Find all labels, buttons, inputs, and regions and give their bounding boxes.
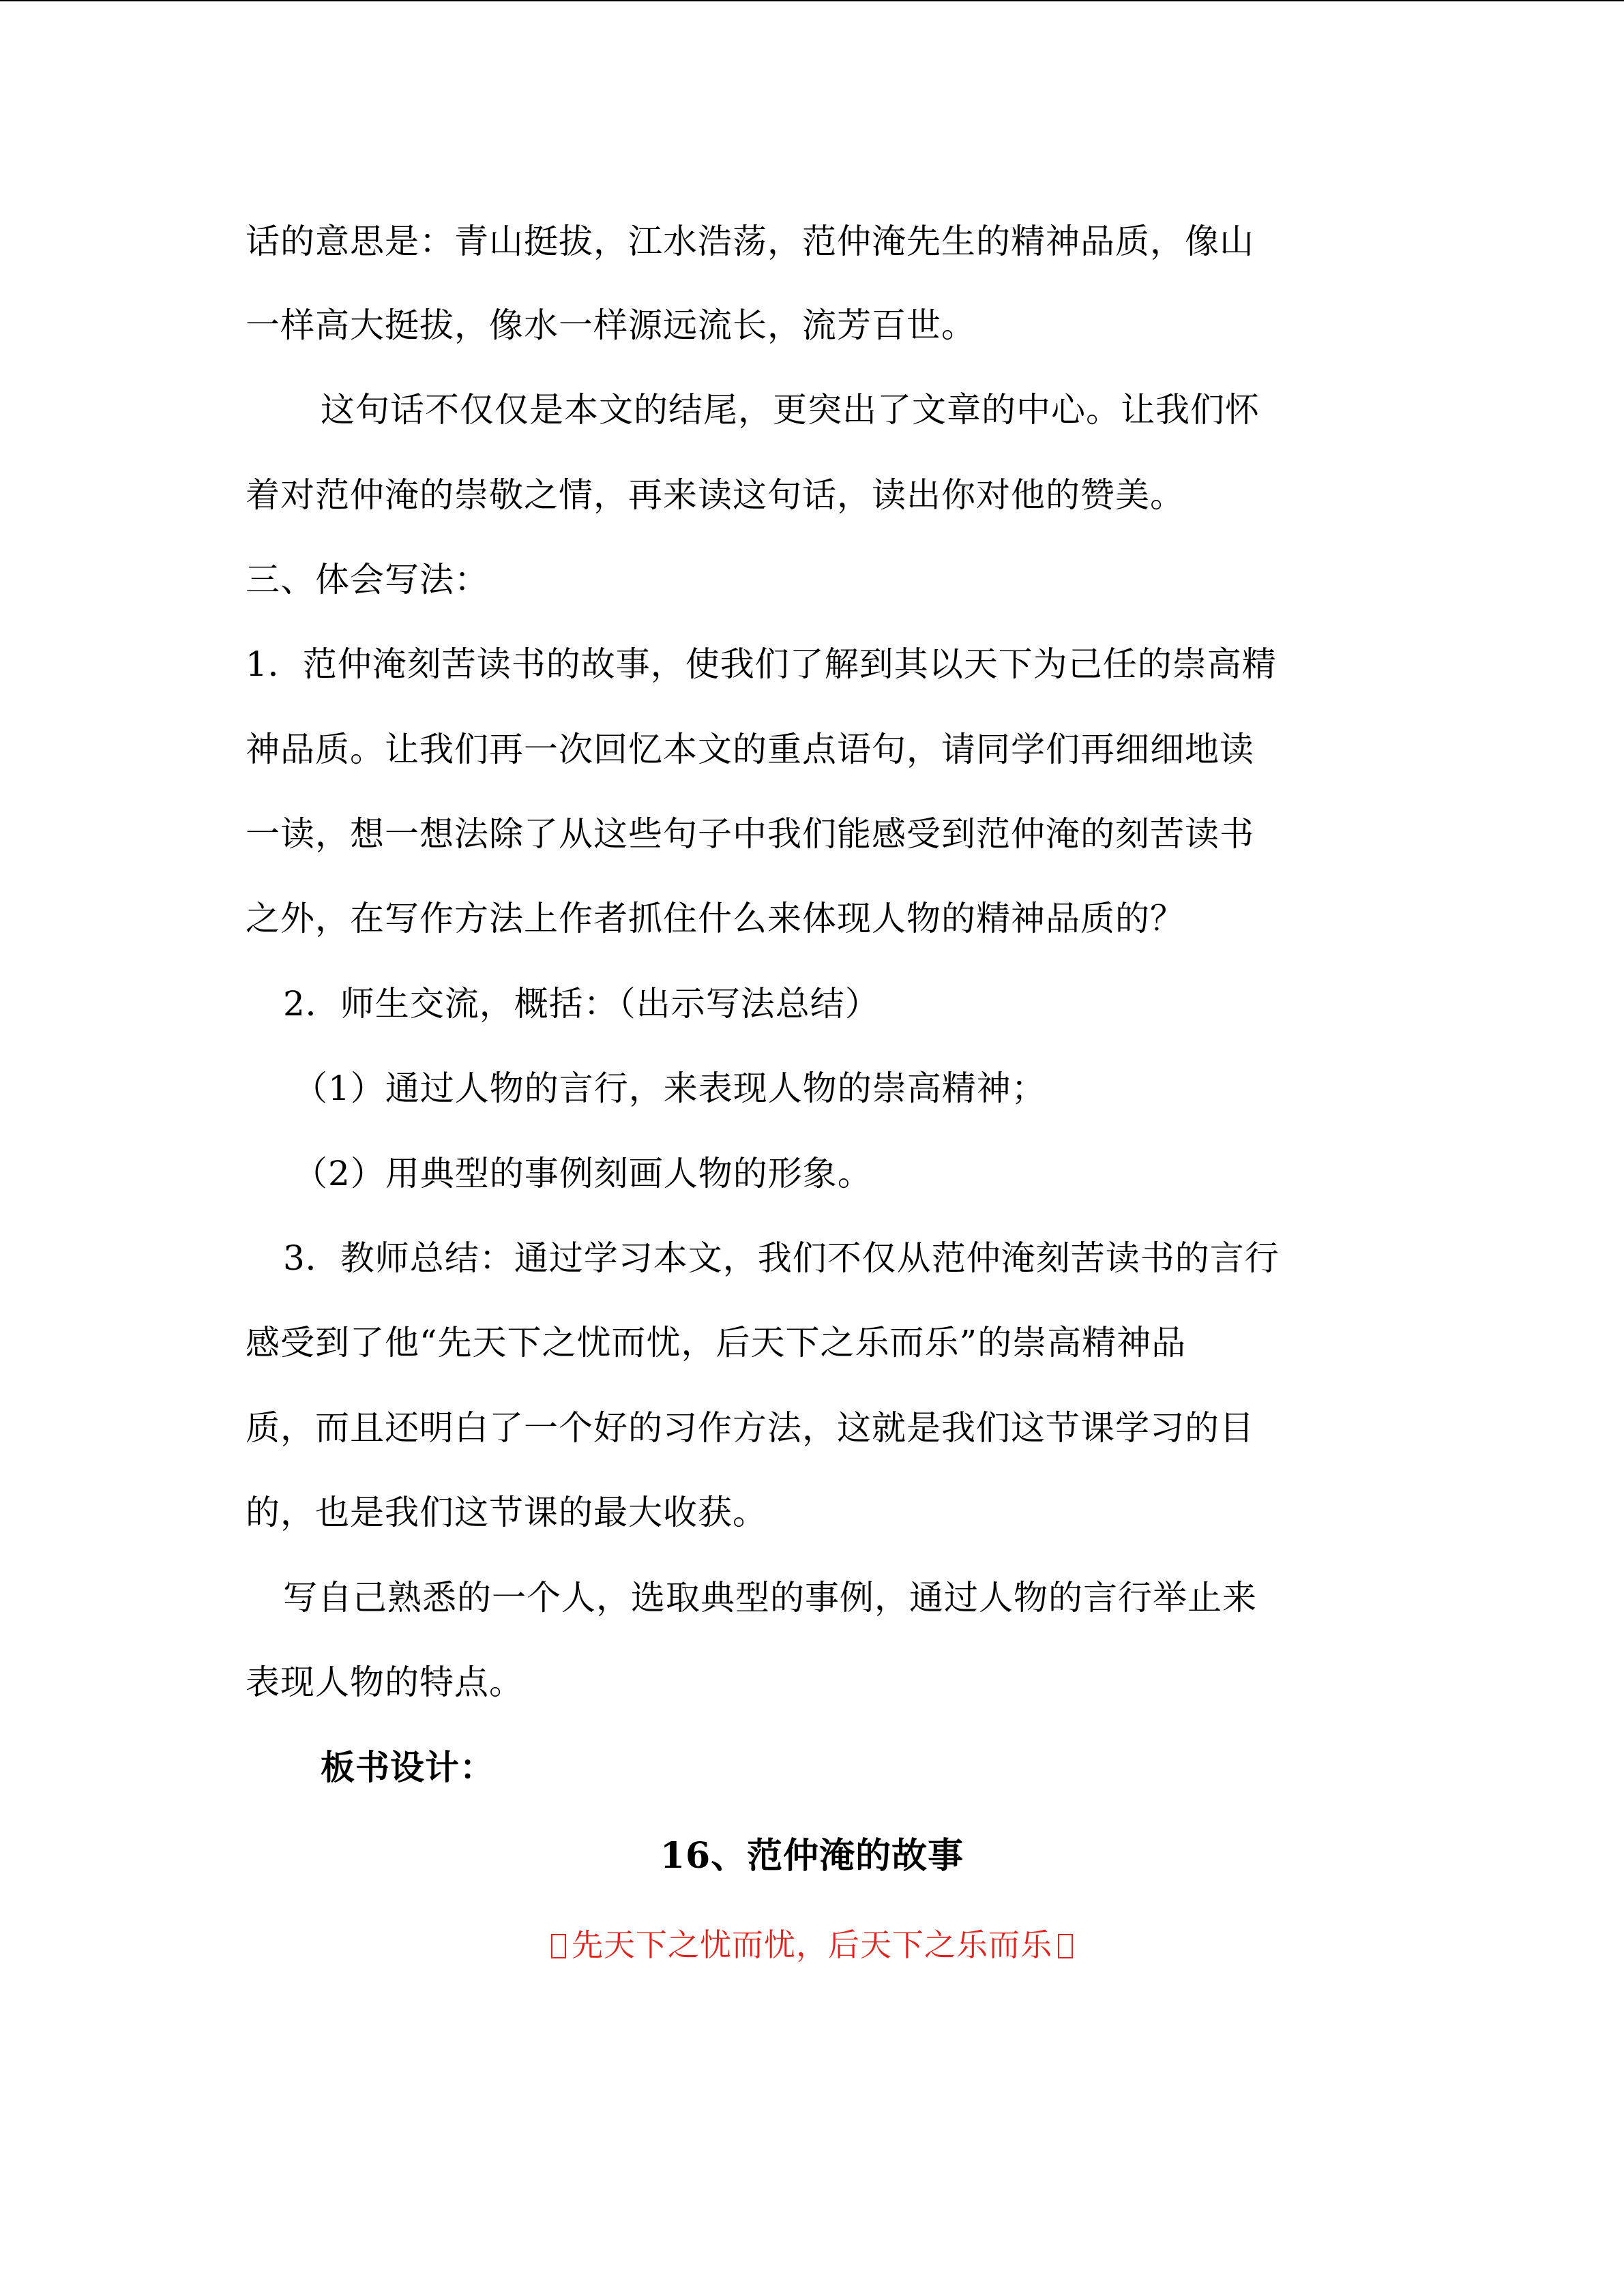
paragraph-line: 之外，在写作方法上作者抓住什么来体现人物的精神品质的？ xyxy=(246,899,1185,938)
paragraph-line: 表现人物的特点。 xyxy=(246,1663,524,1702)
board-title: 16、范仲淹的故事 xyxy=(660,1835,964,1877)
paragraph-line: 写自己熟悉的一个人，选取典型的事例，通过人物的言行举止来 xyxy=(283,1578,1257,1617)
paragraph-line: 这句话不仅仅是本文的结尾，更突出了文章的中心。让我们怀 xyxy=(321,390,1260,430)
paragraph-line: 的，也是我们这节课的最大收获。 xyxy=(246,1493,767,1532)
close-bracket-icon xyxy=(1058,1934,1073,1958)
paragraph-line: 着对范仲淹的崇敬之情，再来读这句话，读出你对他的赞美。 xyxy=(246,475,1185,515)
paragraph-line: 一样高大挺拔，像水一样源远流长，流芳百世。 xyxy=(246,305,976,345)
board-heading: 板书设计： xyxy=(321,1747,494,1787)
paragraph-line: 1．范仲淹刻苦读书的故事，使我们了解到其以天下为己任的崇高精 xyxy=(246,644,1277,684)
paragraph-line: 一读，想一想法除了从这些句子中我们能感受到范仲淹的刻苦读书 xyxy=(246,814,1254,854)
paragraph-line: 2．师生交流，概括：（出示写法总结） xyxy=(283,984,880,1024)
paragraph-line: 3．教师总结：通过学习本文，我们不仅从范仲淹刻苦读书的言行 xyxy=(283,1238,1280,1278)
board-quote: 先天下之忧而忧，后天下之乐而乐 xyxy=(572,1926,1052,1963)
paragraph-line: 神品质。让我们再一次回忆本文的重点语句，请同学们再细细地读 xyxy=(246,730,1254,769)
section-heading: 三、体会写法： xyxy=(246,560,489,599)
list-item: （1）通过人物的言行，来表现人物的崇高精神； xyxy=(293,1069,1046,1108)
paragraph-line: 感受到了他“先天下之忧而忧，后天下之乐而乐”的崇高精神品 xyxy=(246,1323,1187,1362)
paragraph-line: 质，而且还明白了一个好的习作方法，这就是我们这节课学习的目 xyxy=(246,1408,1254,1448)
paragraph-line: 话的意思是：青山挺拔，江水浩荡，范仲淹先生的精神品质，像山 xyxy=(246,222,1254,261)
list-item: （2）用典型的事例刻画人物的形象。 xyxy=(293,1154,872,1193)
board-quote-line xyxy=(0,1924,1624,1965)
open-bracket-icon xyxy=(551,1934,566,1958)
